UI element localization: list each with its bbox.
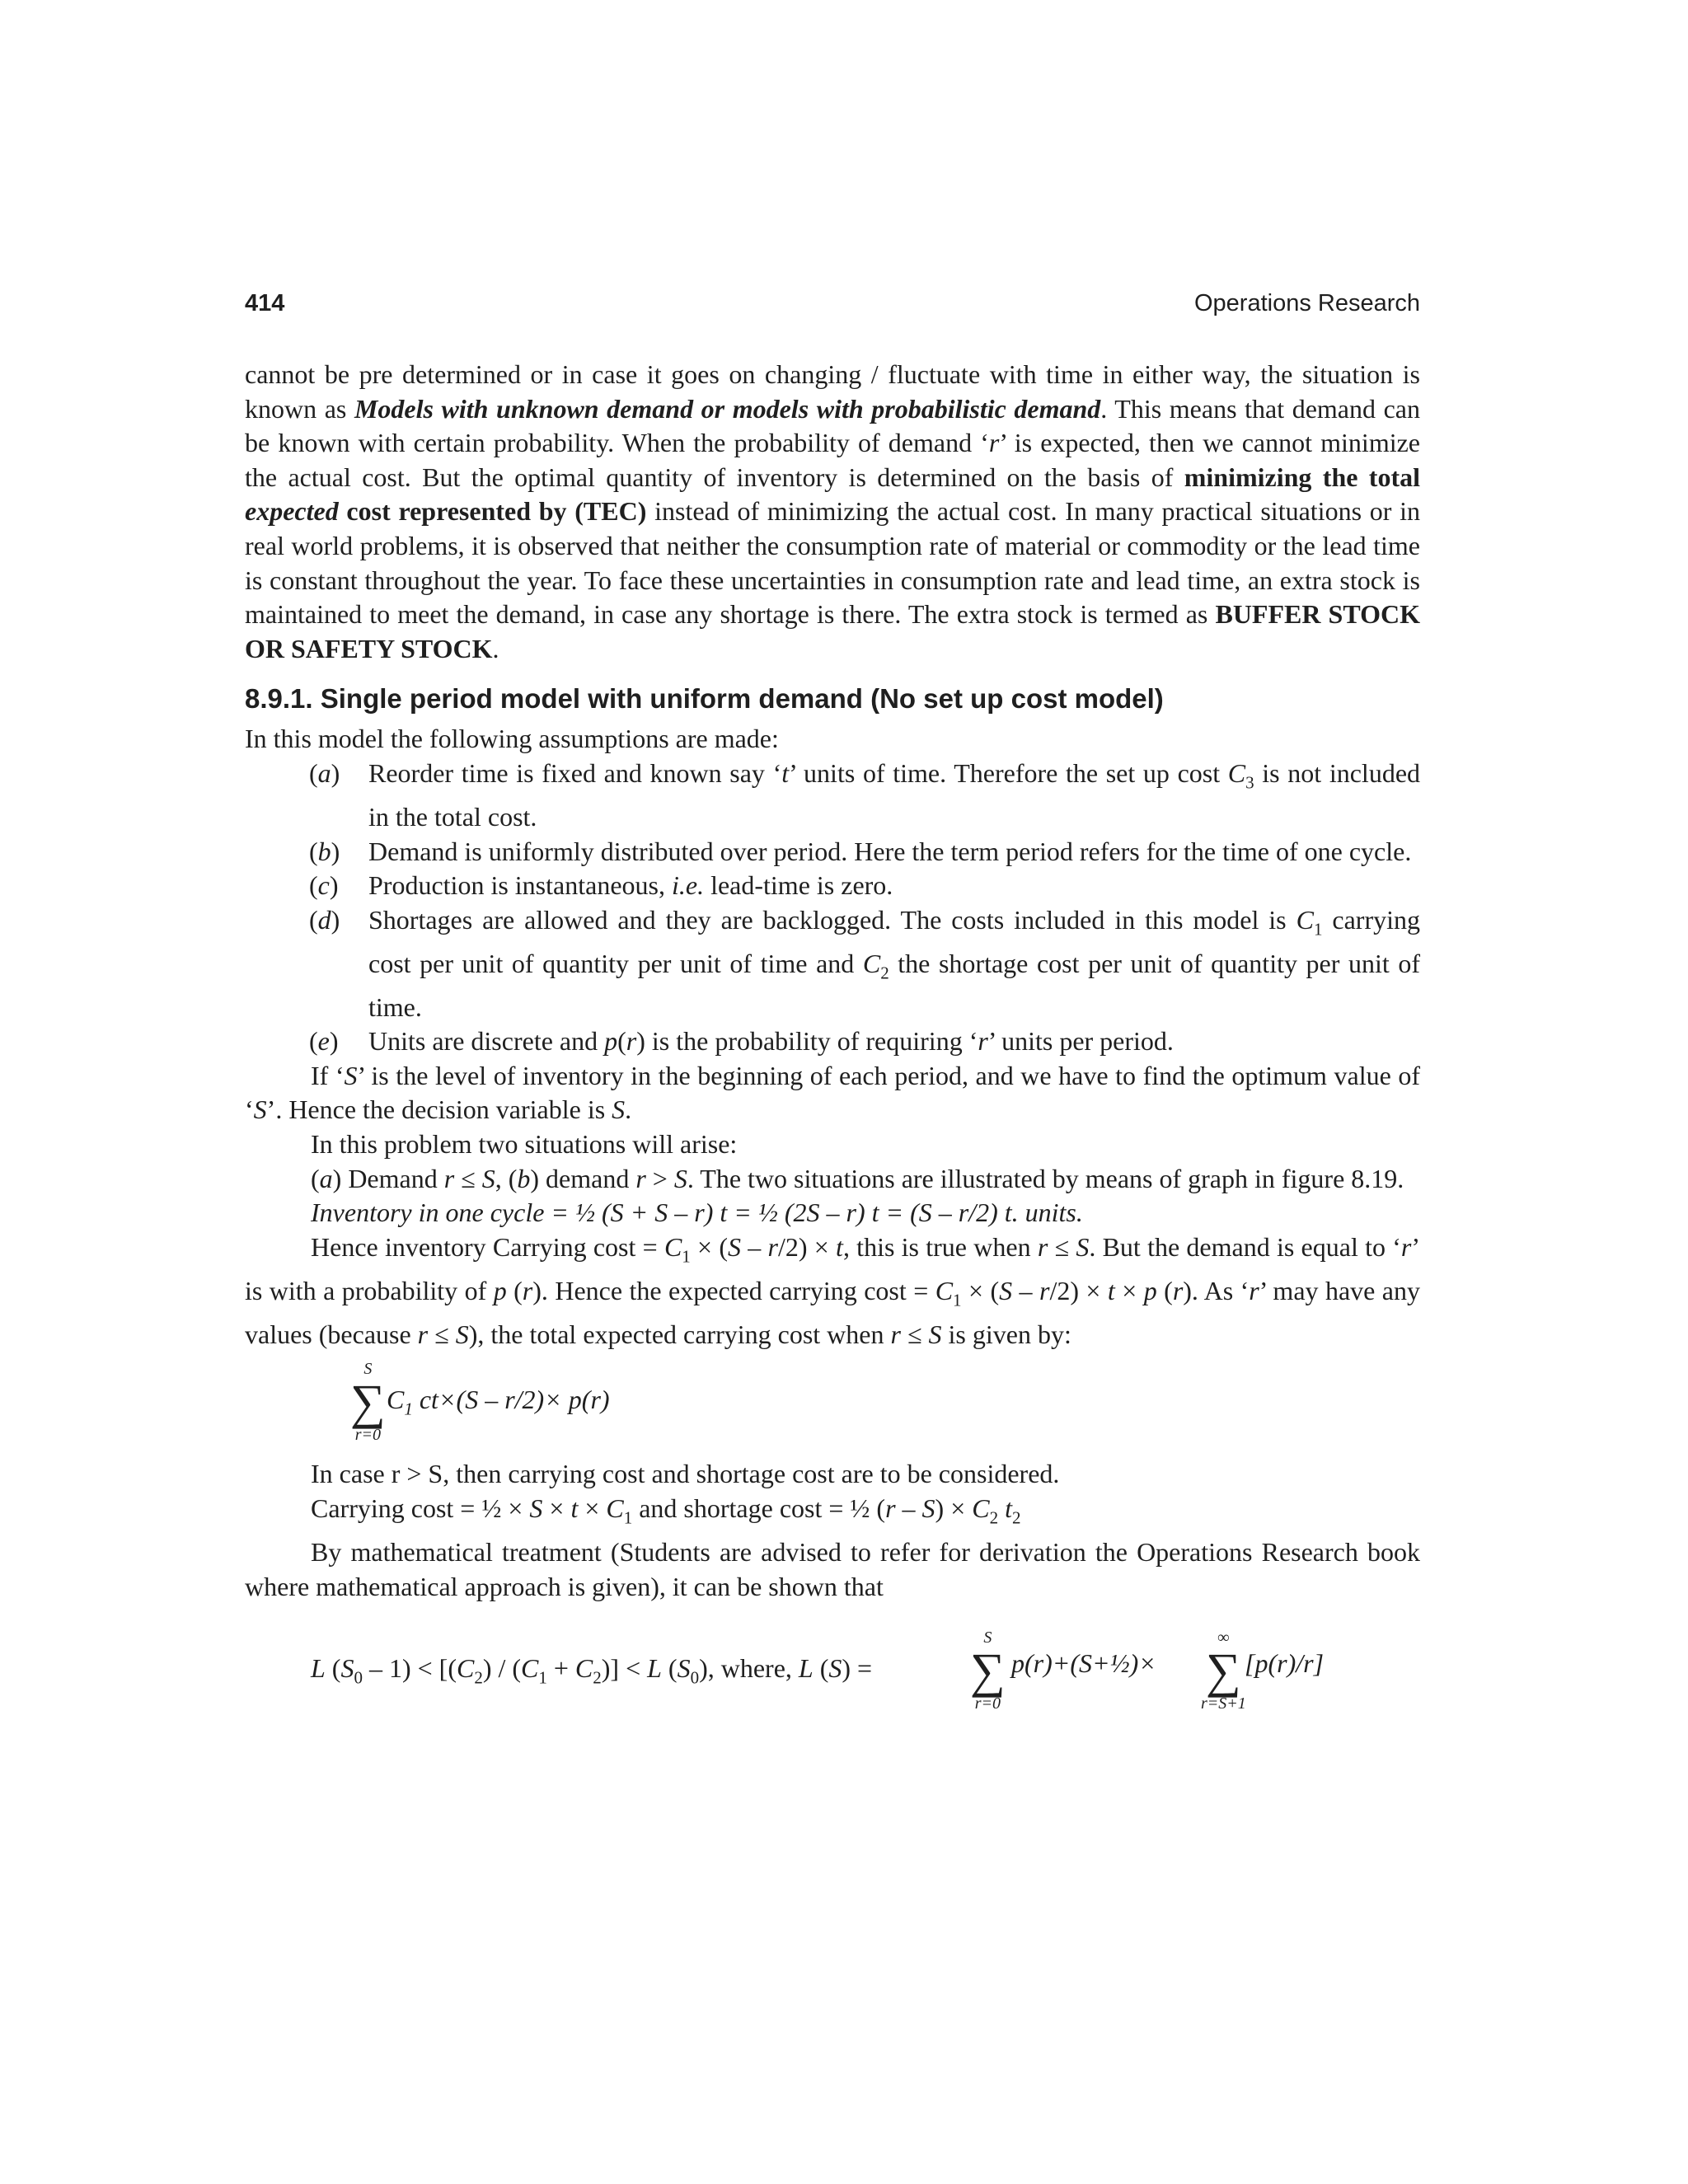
term-probabilistic-demand: Models with unknown demand or models with probabilistic demand — [354, 393, 1101, 424]
assumption-b: (b) Demand is uniformly distributed over period. Here the term period refers for the time of one cycle. — [309, 836, 1412, 866]
page-number: 414 — [245, 290, 285, 316]
summation-expression: $C_1$ ct×(S – r/2)× p(r) — [387, 1385, 610, 1419]
running-title: Operations Research — [1193, 290, 1420, 316]
assumptions-list — [245, 757, 1420, 1059]
section-heading: 8.9.1. Single period model with uniform demand (No set up cost model) — [245, 683, 1164, 715]
assumption-c: (c) Production is instantaneous, i.e. lead-time is zero. — [309, 870, 893, 901]
assumption-d: (d) Shortages are allowed and they are backlogged. The costs included in this model is $C_1$ carrying cost per unit of quantity per unit of time and $C_2$ the shortage cost per unit of quantity per unit of time. — [309, 904, 1421, 1022]
optimal-condition-formula — [245, 1604, 1420, 1719]
summation-middle-term: p(r)+(S+½)× — [1011, 1648, 1156, 1679]
page-body — [245, 358, 1420, 1719]
summation-tail-term: [p(r)/r] — [1245, 1648, 1325, 1679]
decision-variable-paragraph: If ‘S’ is the level of inventory in the beginning of each period, and we have to find the optimum value of ‘S’. Hence the decision variable is S. — [245, 1060, 1421, 1125]
carrying-cost-paragraph: Hence inventory Carrying $\cos t = C_1 \times (S - r/2) \times t$, this is true when r ≤ S. But the demand is equal to ‘r’ is with a probability of p (r). Hence the expected carrying $\cos t = C_1 \times (S - r/2) \times t \times p$ (r). As ‘r’ may have any values (because r ≤ S), the total expected carrying cost when r ≤ S is given by: — [245, 1231, 1421, 1349]
summation-symbol: S ∑ r=0 — [350, 1360, 386, 1445]
term-tec: minimizing the total expected cost represented by (TEC) — [245, 462, 1421, 527]
optimal-condition-lhs: L $(S_0 - 1) < [(C_2) / (C_1 + C_2)] < L$ $(S_0)$, where, L (S) = — [311, 1653, 873, 1688]
costs-paragraph: Carrying cost = ½ × $S \times t \times C_1$ and shortage cost = ½ $(r - S) \times C_2$ $t_2$ — [311, 1493, 1021, 1528]
expected-carrying-cost-formula — [245, 1352, 1420, 1457]
assumptions-lead: In this model the following assumptions are made: — [245, 724, 779, 754]
shortage-case-paragraph: In case r > S, then carrying cost and shortage cost are to be considered. — [311, 1459, 1060, 1489]
two-situations-paragraph: In this problem two situations will arise: — [311, 1129, 738, 1160]
derivation-paragraph: By mathematical treatment (Students are advised to refer for derivation the Operations Research book where mathematical approach is given), it can be shown that — [245, 1536, 1420, 1601]
summation-symbol-2: ∞ ∑ r=S+1 — [1201, 1629, 1246, 1713]
page-header — [245, 290, 1420, 323]
summation-symbol-1: S ∑ r=0 — [970, 1629, 1006, 1713]
cases-paragraph: (a) Demand r ≤ S, (b) demand r > S. The two situations are illustrated by means of graph in figure 8.19. — [311, 1163, 1404, 1193]
assumption-a: (a) Reorder time is fixed and known say ‘t’ units of time. Therefore the set up cost $C_3$ is not included in the total cost. — [309, 757, 1421, 832]
inventory-cycle-paragraph: Inventory in one cycle = ½ (S + S – r) t = ½ (2S – r) t = (S – r/2) t. units. — [311, 1197, 1083, 1228]
intro-paragraph: cannot be pre determined or in case it goes on changing / fluctuate with time in either way, the situation is known as Models with unknown demand or models with probabilistic demand. This means that demand can be known with certain probability. When the probability of demand ‘r’ is expected, then we cannot minimize the actual cost. But the optimal quantity of inventory is determined on the basis of minimizing the total expected cost represented by (TEC) instead of minimizing the actual cost. In many practical situations or in real world problems, it is observed that neither the consumption rate of material or commodity or the lead time is constant throughout the year. To face these uncertainties in consumption rate and lead time, an extra stock is maintained to meet the demand, in case any shortage is there. The extra stock is termed as BUFFER STOCK OR SAFETY STOCK. — [245, 359, 1421, 663]
term-buffer-stock: BUFFER STOCK OR SAFETY STOCK — [245, 599, 1421, 663]
assumption-e: (e) Units are discrete and p(r) is the probability of requiring ‘r’ units per period. — [309, 1026, 1174, 1057]
